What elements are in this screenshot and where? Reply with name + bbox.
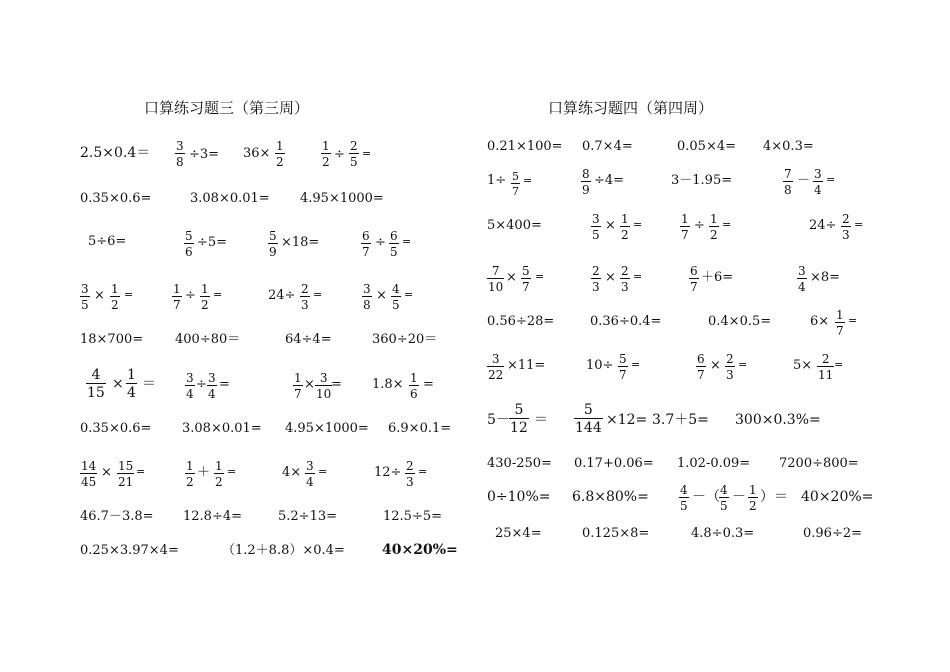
equals: =: [523, 174, 533, 187]
fraction: [80, 460, 97, 488]
fraction: [200, 283, 210, 311]
equals: =: [402, 235, 412, 248]
numerator: 5: [185, 229, 193, 243]
denominator: 3: [621, 280, 629, 294]
numerator: 5: [269, 229, 277, 243]
denominator: 8: [176, 155, 184, 169]
operator: 5－: [487, 412, 510, 428]
denominator: 7: [681, 228, 689, 242]
fraction: [841, 213, 851, 241]
numerator: 2: [301, 282, 309, 296]
fraction: [184, 230, 194, 258]
numerator: 3: [363, 282, 371, 296]
problem: 3.08×0.01=: [190, 191, 270, 206]
fraction: [405, 460, 415, 488]
numerator: 8: [582, 167, 590, 181]
fraction: [300, 283, 310, 311]
fraction: [817, 353, 834, 381]
fraction: [214, 460, 224, 488]
operator: ×: [506, 270, 517, 285]
fraction: [620, 213, 630, 241]
numerator: 14: [81, 459, 97, 473]
numerator: 3: [208, 371, 216, 385]
fraction: [293, 372, 303, 400]
denominator: 21: [118, 475, 134, 489]
operator: ×: [112, 376, 124, 392]
problem: 0.4×0.5=: [708, 314, 772, 329]
operator: ÷: [375, 235, 386, 250]
denominator: 4: [798, 280, 806, 294]
operator: ×: [605, 270, 616, 285]
fraction: [268, 230, 278, 258]
numerator: 3: [798, 264, 806, 278]
numerator: 2: [621, 264, 629, 278]
operator: －: [732, 489, 746, 505]
fraction: [207, 372, 217, 400]
denominator: 7: [697, 368, 705, 382]
problem-bold: 40×20%=: [382, 542, 458, 558]
operator: 4×: [282, 465, 302, 480]
denominator: 2: [322, 155, 330, 169]
numerator: 4: [91, 367, 101, 383]
denominator: 7: [619, 368, 627, 382]
numerator: 3: [592, 212, 600, 226]
equals: =: [423, 377, 434, 392]
numerator: 2: [592, 264, 600, 278]
problem: 0.56÷28=: [487, 314, 555, 329]
numerator: 4: [720, 483, 728, 497]
fraction: [321, 140, 331, 168]
problem: 6.9×0.1=: [388, 421, 452, 436]
operator: 1.8×: [372, 377, 404, 392]
equals: =: [826, 173, 836, 186]
denominator: 5: [720, 499, 728, 513]
denominator: 4: [306, 475, 314, 489]
equals: =: [722, 218, 732, 231]
denominator: 6: [410, 387, 418, 401]
fraction: [581, 168, 591, 196]
fraction: [275, 140, 285, 168]
numerator: 4: [680, 483, 688, 497]
equals: =: [136, 465, 146, 478]
fraction: [835, 309, 845, 337]
problem: 0.35×0.6=: [80, 191, 152, 206]
denominator: 3: [726, 368, 734, 382]
equals: =: [633, 218, 643, 231]
equals: =: [738, 358, 748, 371]
numerator: 3: [491, 352, 500, 366]
equals: =: [318, 465, 328, 478]
problem: 7200÷800=: [779, 456, 859, 471]
problem: 6.8×80%=: [572, 489, 649, 505]
denominator: 6: [185, 245, 193, 259]
numerator: 6: [697, 352, 705, 366]
denominator: 15: [87, 385, 105, 401]
equals: =: [631, 358, 641, 371]
fraction: [126, 368, 137, 400]
denominator: 7: [690, 280, 698, 294]
fraction: [175, 140, 185, 168]
fraction: [86, 368, 106, 400]
problem: 5×400=: [487, 218, 542, 233]
operator: ÷: [196, 377, 207, 392]
fraction: [110, 283, 120, 311]
problem: 64÷4=: [285, 332, 332, 347]
problem: 1.02-0.09=: [677, 456, 751, 471]
fraction: [591, 265, 601, 293]
operator: ÷5=: [197, 235, 228, 250]
equals: =: [834, 358, 844, 371]
denominator: 3: [406, 475, 414, 489]
fraction: [185, 372, 195, 400]
denominator: 11: [818, 368, 834, 382]
operator: ÷3=: [189, 147, 220, 162]
fraction: [689, 265, 699, 293]
operator: ）＝: [760, 489, 788, 505]
problem: 3.7＋5=: [652, 412, 709, 428]
fraction: [511, 171, 520, 197]
denominator: 3: [592, 280, 600, 294]
operator: 6×: [810, 314, 830, 329]
denominator: 2: [710, 228, 718, 242]
denominator: 9: [582, 183, 590, 197]
denominator: 2: [201, 298, 209, 312]
operator: ÷4=: [594, 173, 625, 188]
numerator: 1: [201, 282, 209, 296]
fraction: [361, 230, 371, 258]
denominator: 4: [127, 385, 136, 401]
operator: ×11=: [507, 358, 546, 373]
equals: =: [331, 377, 342, 392]
problem: 4.95×1000=: [300, 191, 384, 206]
operator: ×: [94, 288, 105, 303]
denominator: 5: [350, 155, 358, 169]
operator: ÷: [694, 218, 705, 233]
problem: 430-250=: [487, 456, 552, 471]
numerator: 1: [410, 371, 418, 385]
fraction: [748, 484, 758, 512]
fraction: [725, 353, 735, 381]
fraction: [349, 140, 359, 168]
equals: =: [213, 288, 223, 301]
fraction: [305, 460, 315, 488]
left-title: 口算练习题三（第三周）: [144, 99, 310, 117]
problem: 300×0.3%=: [735, 412, 821, 428]
numerator: 15: [118, 459, 134, 473]
numerator: 1: [186, 459, 194, 473]
denominator: 5: [592, 228, 600, 242]
fraction: [315, 372, 332, 400]
numerator: 2: [842, 212, 850, 226]
equals: =: [404, 288, 414, 301]
numerator: 1: [173, 282, 181, 296]
denominator: 10: [316, 387, 332, 401]
denominator: 8: [363, 298, 371, 312]
problem: 5÷6=: [88, 234, 127, 249]
numerator: 3: [306, 459, 314, 473]
fraction: [409, 372, 419, 400]
problem: 40×20%=: [801, 489, 874, 505]
fraction: [719, 484, 729, 512]
numerator: 2: [406, 459, 414, 473]
fraction: [620, 265, 630, 293]
numerator: 2: [821, 352, 830, 366]
denominator: 2: [276, 155, 284, 169]
numerator: 6: [362, 229, 370, 243]
denominator: 5: [390, 245, 398, 259]
fraction: [574, 403, 603, 435]
operator: ×: [376, 288, 387, 303]
equals: ＝: [142, 376, 156, 392]
problem: 0÷10%=: [487, 489, 551, 505]
numerator: 1: [749, 483, 757, 497]
fraction: [391, 283, 401, 311]
operator: 24÷: [809, 218, 837, 233]
fraction: [797, 265, 807, 293]
denominator: 5: [81, 298, 89, 312]
numerator: 1: [621, 212, 629, 226]
fraction: [487, 353, 504, 381]
problem: 5.2÷13=: [278, 509, 338, 524]
denominator: 45: [81, 475, 97, 489]
problem: 0.36÷0.4=: [590, 314, 662, 329]
numerator: 1: [111, 282, 119, 296]
fraction: [709, 213, 719, 241]
problem: 4×0.3=: [763, 139, 814, 154]
denominator: 7: [836, 324, 844, 338]
fraction: [117, 460, 134, 488]
problem: 3.08×0.01=: [182, 421, 262, 436]
denominator: 9: [269, 245, 277, 259]
denominator: 7: [173, 298, 181, 312]
numerator: 1: [215, 459, 223, 473]
equals: ＝: [534, 412, 548, 428]
denominator: 10: [488, 280, 504, 294]
problem: 3－1.95=: [671, 173, 733, 188]
operator: 12÷: [374, 465, 402, 480]
fraction: [696, 353, 706, 381]
numerator: 2: [350, 139, 358, 153]
fraction: [813, 168, 823, 196]
equals: =: [313, 288, 323, 301]
numerator: 1: [276, 139, 284, 153]
denominator: 12: [510, 420, 528, 436]
operator: 5×: [793, 358, 813, 373]
denominator: 2: [749, 499, 757, 513]
problem: 12.5÷5=: [383, 509, 443, 524]
numerator: 3: [319, 371, 328, 385]
denominator: 8: [784, 183, 792, 197]
fraction: [487, 265, 504, 293]
operator: 10÷: [586, 358, 614, 373]
equals: =: [633, 270, 643, 283]
problem: 18×700=: [80, 332, 144, 347]
denominator: 2: [215, 475, 223, 489]
numerator: 3: [814, 167, 822, 181]
equals: =: [535, 270, 545, 283]
fraction: [679, 484, 689, 512]
denominator: 3: [301, 298, 309, 312]
problem: 0.05×4=: [677, 139, 737, 154]
fraction: [680, 213, 690, 241]
fraction: [618, 353, 628, 381]
numerator: 1: [836, 308, 844, 322]
problem: 400÷80＝: [175, 332, 241, 347]
operator: －: [797, 173, 811, 188]
fraction: [80, 283, 90, 311]
fraction: [591, 213, 601, 241]
problem: 360÷20＝: [372, 332, 438, 347]
numerator: 7: [491, 264, 500, 278]
operator: ×12=: [606, 412, 648, 428]
numerator: 5: [514, 402, 524, 418]
numerator: 5: [619, 352, 627, 366]
denominator: 144: [575, 420, 602, 436]
operator: ÷: [334, 147, 345, 162]
equals: =: [124, 288, 134, 301]
problem: 4.8÷0.3=: [691, 526, 755, 541]
denominator: 7: [362, 245, 370, 259]
numerator: 5: [522, 264, 530, 278]
operator: ×18=: [281, 235, 320, 250]
fraction: [172, 283, 182, 311]
problem: 2.5×0.4＝: [80, 145, 151, 161]
operator: ×: [605, 218, 616, 233]
fraction: [783, 168, 793, 196]
denominator: 4: [814, 183, 822, 197]
problem: 0.25×3.97×4=: [80, 543, 179, 558]
operator: －（: [692, 489, 720, 505]
operator: ×: [304, 377, 315, 392]
equals: =: [418, 465, 428, 478]
problem: 0.125×8=: [582, 526, 650, 541]
problem: 25×4=: [495, 526, 542, 541]
denominator: 22: [488, 368, 504, 382]
equals: =: [227, 465, 237, 478]
equals: =: [362, 147, 372, 160]
equals: =: [854, 218, 864, 231]
numerator: 6: [690, 264, 698, 278]
denominator: 7: [294, 387, 302, 401]
problem: 46.7－3.8=: [80, 509, 154, 524]
denominator: 4: [186, 387, 194, 401]
equals: =: [219, 377, 230, 392]
right-title: 口算练习题四（第四周）: [548, 99, 714, 117]
denominator: 4: [208, 387, 216, 401]
operator: ÷: [185, 288, 196, 303]
numerator: 3: [81, 282, 89, 296]
denominator: 2: [621, 228, 629, 242]
numerator: 2: [726, 352, 734, 366]
numerator: 5: [512, 170, 519, 183]
numerator: 1: [710, 212, 718, 226]
denominator: 5: [392, 298, 400, 312]
operator: ×: [710, 358, 721, 373]
denominator: 2: [111, 298, 119, 312]
operator: ＋: [197, 465, 211, 480]
numerator: 6: [390, 229, 398, 243]
numerator: 5: [583, 402, 593, 418]
problem: 0.96÷2=: [803, 526, 863, 541]
fraction: [185, 460, 195, 488]
operator: ×: [101, 465, 112, 480]
numerator: 1: [681, 212, 689, 226]
fraction: [362, 283, 372, 311]
denominator: 7: [512, 185, 519, 198]
denominator: 7: [522, 280, 530, 294]
numerator: 3: [186, 371, 194, 385]
fraction: [389, 230, 399, 258]
equals: =: [848, 314, 858, 327]
numerator: 7: [784, 167, 792, 181]
operator: 24÷: [268, 288, 296, 303]
operator: ×8=: [810, 270, 841, 285]
operator: 1÷: [487, 173, 507, 188]
numerator: 3: [176, 139, 184, 153]
denominator: 2: [186, 475, 194, 489]
fraction: [509, 403, 529, 435]
problem: 4.95×1000=: [285, 421, 369, 436]
numerator: 1: [294, 371, 302, 385]
problem: 0.17+0.06=: [574, 456, 654, 471]
fraction: [521, 265, 531, 293]
problem: 0.7×4=: [582, 139, 633, 154]
denominator: 3: [842, 228, 850, 242]
denominator: 5: [680, 499, 688, 513]
problem: 0.35×0.6=: [80, 421, 152, 436]
problem: 0.21×100=: [487, 139, 563, 154]
problem: （1.2＋8.8）×0.4=: [222, 543, 345, 558]
operator: ＋6=: [701, 270, 734, 285]
numerator: 1: [127, 367, 136, 383]
numerator: 1: [322, 139, 330, 153]
problem: 12.8÷4=: [183, 509, 243, 524]
numerator: 4: [392, 282, 400, 296]
operator: 36×: [243, 146, 271, 161]
